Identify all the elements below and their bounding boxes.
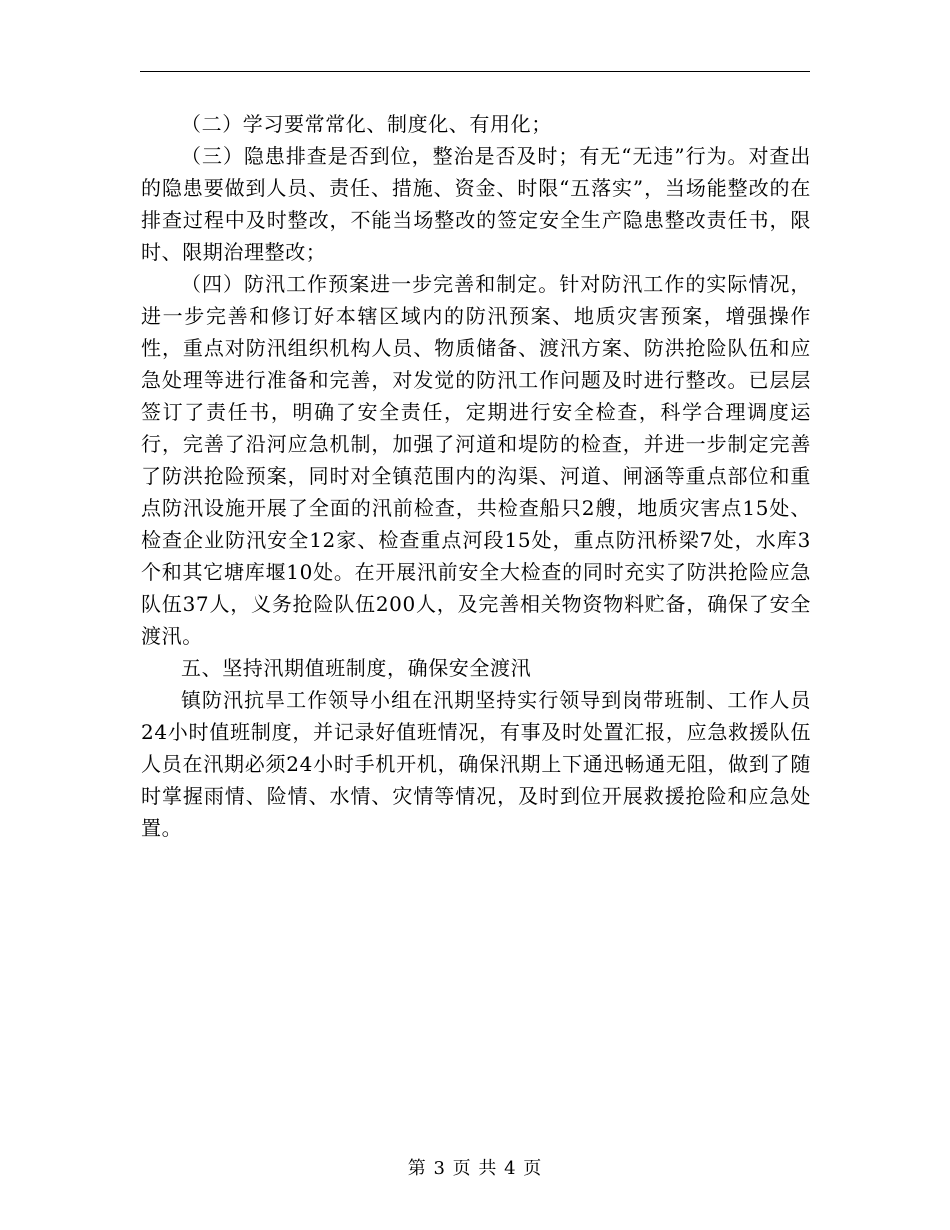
page-number: 第 3 页 共 4 页 — [407, 1158, 543, 1179]
paragraph-duty-system: 镇防汛抗旱工作领导小组在汛期坚持实行领导到岗带班制、工作人员24小时值班制度，并记录好值班情况，有事及时处置汇报，应急救援队伍人员在汛期必须24小时手机开机，确保汛期上下通迅畅通无阻，做到了随时掌握雨情、险情、水情、灾情等情况，及时到位开展救援抢险和应急处置。 — [141, 688, 811, 840]
section-heading-duty-system: 五、坚持汛期值班制度，确保安全渡汛 — [181, 656, 532, 680]
paragraph-study-requirement: （二）学习要常常化、制度化、有用化； — [181, 112, 552, 136]
paragraph-flood-plan: （四）防汛工作预案进一步完善和制定。针对防汛工作的实际情况，进一步完善和修订好本辖区域内的防汛预案、地质灾害预案，增强操作性，重点对防汛组织机构人员、物质储备、渡汛方案、防洪抢险队伍和应急处理等进行准备和完善，对发觉的防汛工作问题及时进行整改。已层层签订了责任书，明确了安全责任，定期进行安全检查，科学合理调度运行，完善了沿河应急机制，加强了河道和堤防的检查，并进一步制定完善了防洪抢险预案，同时对全镇范围内的沟渠、河道、闸涵等重点部位和重点防汛设施开展了全面的汛前检查，共检查船只2艘，地质灾害点15处、检查企业防汛安全12家、检查重点河段15处，重点防汛桥梁7处，水库3个和其它塘库堰10处。在开展汛前安全大检查的同时充实了防洪抢险应急队伍37人，义务抢险队伍200人，及完善相关物资物料贮备，确保了安全渡汛。 — [141, 272, 811, 648]
paragraph-hazard-inspection: （三）隐患排查是否到位，整治是否及时；有无“无违”行为。对查出的隐患要做到人员、责任、措施、资金、时限“五落实”，当场能整改的在排查过程中及时整改，不能当场整改的签定安全生产隐患整改责任书，限时、限期治理整改； — [141, 144, 811, 264]
header-rule — [140, 71, 810, 72]
document-body — [141, 108, 811, 844]
